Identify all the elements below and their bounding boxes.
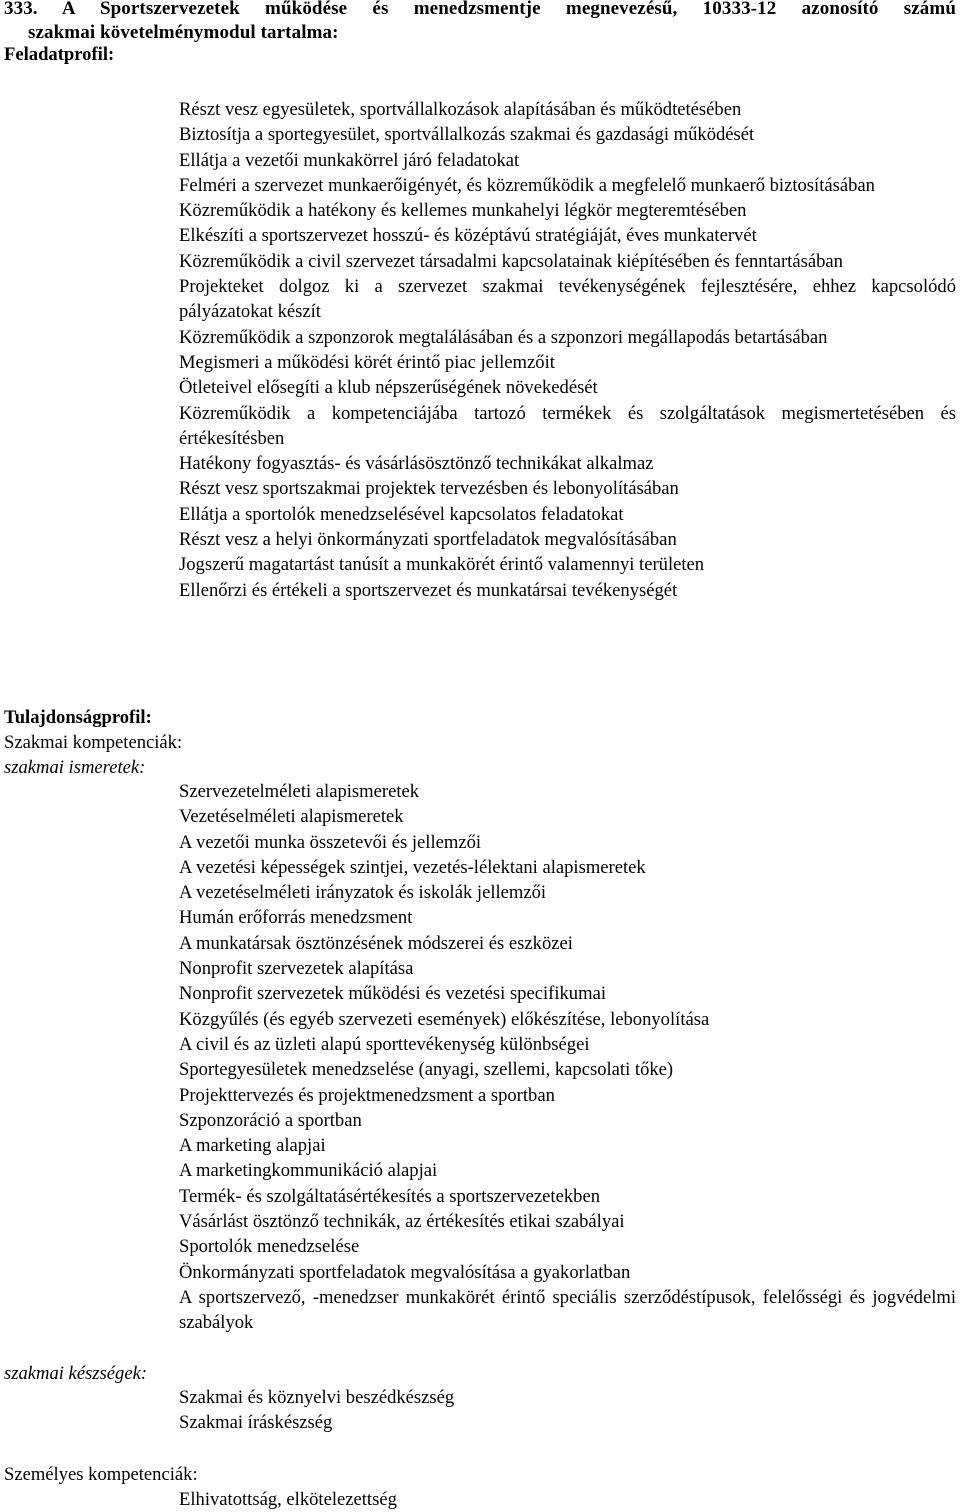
feladatprofil-item: Ellátja a sportolók menedzselésével kapcsolatos feladatokat — [179, 503, 624, 525]
szakmai-ismeret-item: Sportegyesületek menedzselése (anyagi, szellemi, kapcsolati tőke) — [179, 1059, 674, 1081]
feladatprofil-item: Jogszerű magatartást tanúsít a munkakörét érintő valamennyi területen — [179, 554, 705, 576]
feladatprofil-item: Projekteket dolgoz ki a szervezet szakmai tevékenységének fejlesztésére, ehhez kapcsolódó pályázatokat készít — [179, 276, 956, 323]
szakmai-kompetenciak-label: Szakmai kompetenciák: — [4, 732, 183, 753]
szakmai-ismeret-item: Vezetéselméleti alapismeretek — [179, 806, 404, 828]
szemelyes-kompetencia-item: Elhivatottság, elkötelezettség — [179, 1489, 397, 1510]
szakmai-ismeret-item: Termék- és szolgáltatásértékesítés a sportszervezetekben — [179, 1185, 600, 1207]
feladatprofil-item: Részt vesz sportszakmai projektek tervezésben és lebonyolításában — [179, 478, 679, 500]
szakmai-ismeret-item: Nonprofit szervezetek működési és vezetési specifikumai — [179, 983, 606, 1005]
szakmai-ismeret-item: A marketingkommunikáció alapjai — [179, 1160, 438, 1182]
szemelyes-kompetenciak-list — [179, 1487, 956, 1512]
feladatprofil-item: Közreműködik a civil szervezet társadalmi kapcsolatainak kiépítésében és fenntartásában — [179, 250, 843, 272]
szakmai-ismeret-item: Nonprofit szervezetek alapítása — [179, 958, 414, 980]
feladatprofil-item: Biztosítja a sportegyesület, sportvállalkozás szakmai és gazdasági működését — [179, 124, 755, 146]
feladatprofil-item: Részt vesz a helyi önkormányzati sportfeladatok megvalósításában — [179, 529, 677, 551]
szakmai-keszsegek-list — [179, 1385, 956, 1436]
szakmai-ismeret-item: A munkatársak ösztönzésének módszerei és eszközei — [179, 932, 573, 954]
szakmai-ismeret-item: A sportszervező, -menedzser munkakörét érintő speciális szerződéstípusok, felelősségi és jogvédelmi szabályok — [179, 1286, 956, 1334]
szakmai-ismeret-item: A vezetési képességek szintjei, vezetés-lélektani alapismeretek — [179, 856, 646, 878]
feladatprofil-list — [179, 97, 956, 603]
heading-line-2: szakmai követelménymodul tartalma: — [28, 22, 339, 43]
szakmai-keszsegek-label: szakmai készségek: — [4, 1363, 148, 1384]
feladatprofil-item: Hatékony fogyasztás- és vásárlásösztönző technikákat alkalmaz — [179, 453, 654, 475]
szakmai-ismeret-item: Projekttervezés és projektmenedzsment a sportban — [179, 1084, 555, 1106]
feladatprofil-item: Ellátja a vezetői munkakörrel járó feladatokat — [179, 149, 520, 171]
szakmai-ismeret-item: Vásárlást ösztönző technikák, az értékesítés etikai szabályai — [179, 1211, 625, 1233]
feladatprofil-item: Ellenőrzi és értékeli a sportszervezet és munkatársai tevékenységét — [179, 579, 678, 601]
szakmai-ismeret-item: Sportolók menedzselése — [179, 1236, 360, 1258]
feladatprofil-item: Közreműködik a szponzorok megtalálásában és a szponzori megállapodás betartásában — [179, 326, 828, 348]
szakmai-ismeret-item: Szponzoráció a sportban — [179, 1109, 362, 1131]
szakmai-keszseg-item: Szakmai íráskészség — [179, 1412, 333, 1434]
tulajdonsagprofil-label: Tulajdonságprofil: — [4, 707, 152, 728]
szakmai-ismeret-item: Önkormányzati sportfeladatok megvalósítása a gyakorlatban — [179, 1261, 631, 1283]
szakmai-ismeret-item: Humán erőforrás menedzsment — [179, 907, 413, 929]
szakmai-ismeret-item: A vezetéselméleti irányzatok és iskolák jellemzői — [179, 882, 547, 904]
szemelyes-kompetenciak-label: Személyes kompetenciák: — [4, 1464, 198, 1485]
feladatprofil-item: Elkészíti a sportszervezet hosszú- és középtávú stratégiáját, éves munkatervét — [179, 225, 757, 247]
feladatprofil-item: Közreműködik a kompetenciájába tartozó termékek és szolgáltatások megismertetésében és értékesítésben — [179, 402, 956, 449]
szakmai-ismeret-item: A marketing alapjai — [179, 1135, 326, 1157]
szakmai-ismeret-item: A civil és az üzleti alapú sporttevékenység különbségei — [179, 1033, 590, 1055]
module-heading — [4, 0, 956, 45]
szakmai-ismeret-item: A vezetői munka összetevői és jellemzői — [179, 831, 482, 853]
feladatprofil-label: Feladatprofil: — [4, 44, 115, 65]
szakmai-ismeretek-label: szakmai ismeretek: — [4, 757, 146, 778]
szakmai-ismeret-item: Szervezetelméleti alapismeretek — [179, 781, 420, 802]
feladatprofil-item: Részt vesz egyesületek, sportvállalkozások alapításában és működtetésében — [179, 99, 742, 120]
szakmai-ismeret-item: Közgyűlés (és egyéb szervezeti események) előkészítése, lebonyolítása — [179, 1008, 710, 1030]
heading-line-1: 333. A Sportszervezetek működése és menedzsmentje megnevezésű, 10333-12 azonosító számú — [4, 0, 956, 19]
feladatprofil-item: Közreműködik a hatékony és kellemes munkahelyi légkör megteremtésében — [179, 200, 747, 222]
feladatprofil-item: Felméri a szervezet munkaerőigényét, és közreműködik a megfelelő munkaerő biztosításában — [179, 174, 875, 196]
feladatprofil-item: Ötleteivel elősegíti a klub népszerűségének növekedését — [179, 377, 598, 399]
feladatprofil-item: Megismeri a működési körét érintő piac jellemzőit — [179, 351, 555, 373]
szakmai-ismeretek-list — [179, 779, 956, 1336]
szakmai-keszseg-item: Szakmai és köznyelvi beszédkészség — [179, 1387, 455, 1408]
